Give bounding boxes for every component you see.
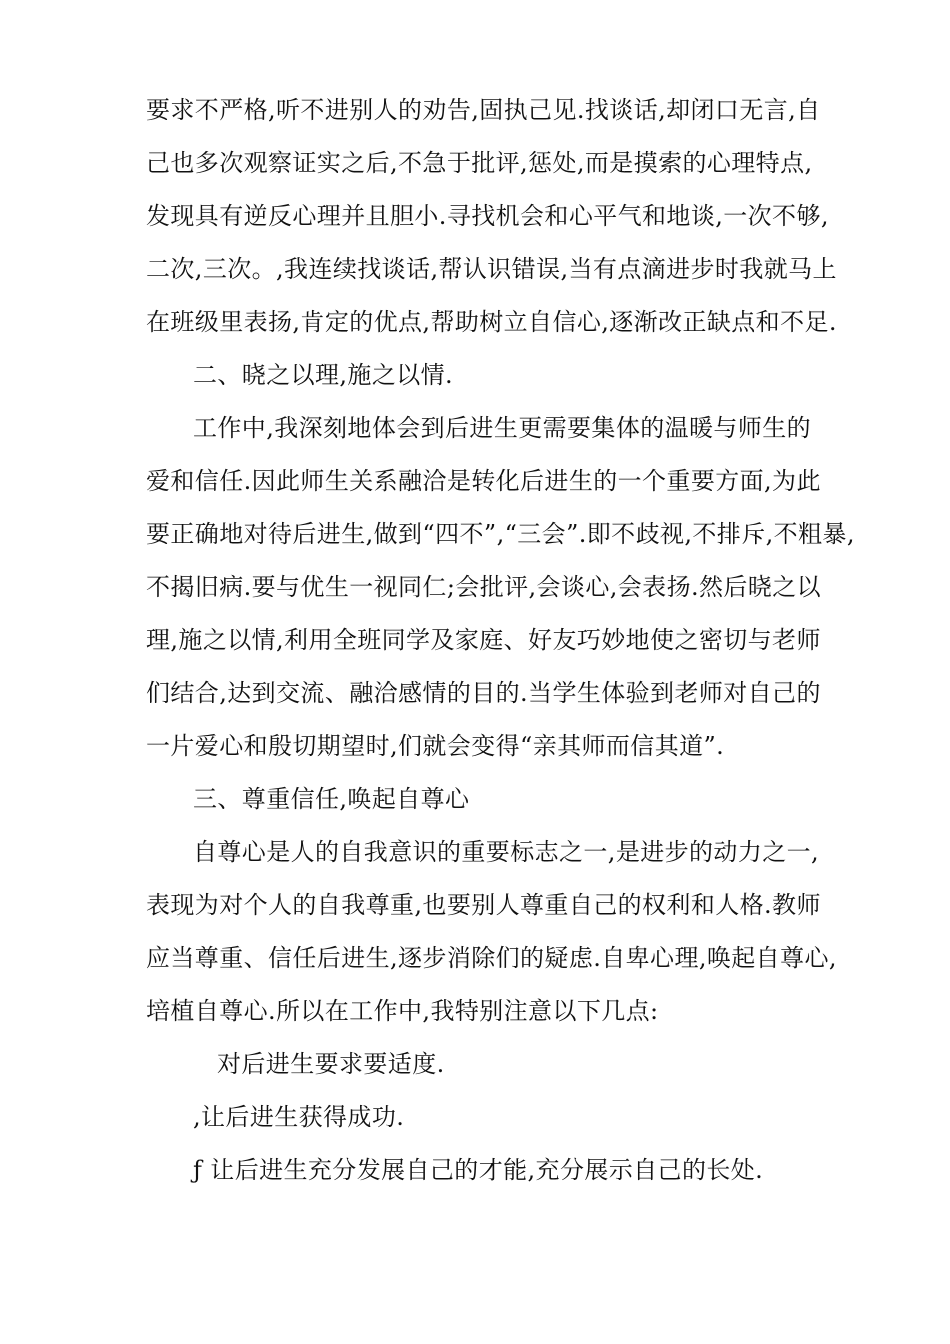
text-line: 一片爱心和殷切期望时,们就会变得“亲其师而信其道”.: [146, 732, 725, 760]
text-line: 爱和信任.因此师生关系融洽是转化后进生的一个重要方面,为此: [146, 467, 821, 495]
text-line: 培植自尊心.所以在工作中,我特别注意以下几点:: [146, 997, 659, 1025]
text-line: 要求不严格,听不进别人的劝告,固执己见.找谈话,却闭口无言,自: [146, 96, 821, 124]
list-item: ƒ 让后进生充分发展自己的才能,充分展示自己的长处.: [193, 1156, 764, 1184]
text-line: 二次,三次。,我连续找谈话,帮认识错误,当有点滴进步时我就马上: [146, 255, 837, 283]
text-line: 发现具有逆反心理并且胆小.寻找机会和心平气和地谈,一次不够,: [146, 202, 829, 230]
text-line: 应当尊重、信任后进生,逐步消除们的疑虑.自卑心理,唤起自尊心,: [146, 944, 837, 972]
text-line: 己也多次观察证实之后,不急于批评,惩处,而是摸索的心理特点,: [146, 149, 813, 177]
text-line: 工作中,我深刻地体会到后进生更需要集体的温暖与师生的: [193, 414, 812, 442]
text-line: 要正确地对待后进生,做到“四不”,“三会”.即不歧视,不排斥,不粗暴,: [146, 520, 855, 548]
list-item: ,让后进生获得成功.: [193, 1103, 405, 1131]
text-line: 表现为对个人的自我尊重,也要别人尊重自己的权利和人格.教师: [146, 891, 821, 919]
list-item: 对后进生要求要适度.: [217, 1050, 445, 1078]
text-line: 在班级里表扬,肯定的优点,帮助树立自信心,逐渐改正缺点和不足.: [146, 308, 837, 336]
text-line: 们结合,达到交流、融洽感情的目的.当学生体验到老师对自己的: [146, 679, 821, 707]
section-heading: 二、晓之以理,施之以情.: [193, 361, 454, 389]
section-heading: 三、尊重信任,唤起自尊心: [193, 785, 470, 813]
text-line: 不揭旧病.要与优生一视同仁;会批评,会谈心,会表扬.然后晓之以: [146, 573, 821, 601]
text-line: 理,施之以情,利用全班同学及家庭、好友巧妙地使之密切与老师: [146, 626, 821, 654]
text-line: 自尊心是人的自我意识的重要标志之一,是进步的动力之一,: [193, 838, 820, 866]
